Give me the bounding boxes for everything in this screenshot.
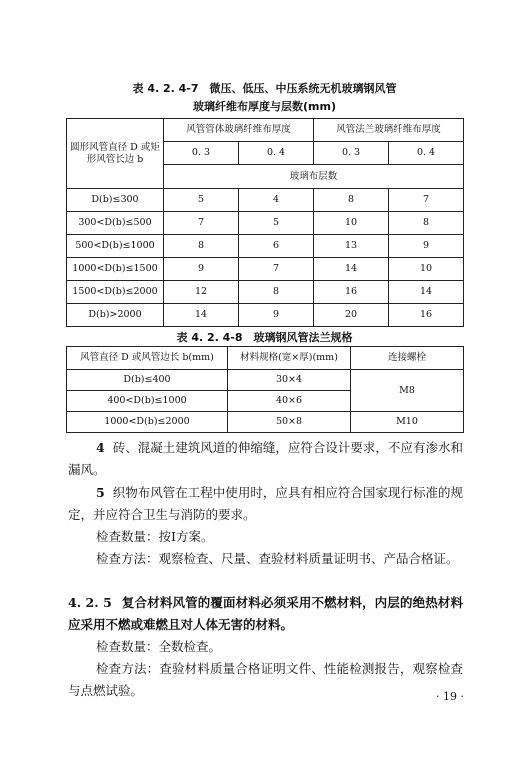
table1-value-cell: 16	[314, 281, 389, 304]
table-row	[67, 412, 464, 433]
table-row	[67, 189, 464, 212]
table1-value-cell: 8	[239, 281, 314, 304]
table1-value-cell: 16	[389, 304, 464, 327]
table1-range-cell: D(b)>2000	[67, 304, 164, 327]
table1-value-cell: 7	[239, 258, 314, 281]
table1-range-cell: 500<D(b)≤1000	[67, 235, 164, 258]
table-row	[67, 212, 464, 235]
paragraph-5	[68, 482, 463, 526]
table1-thickness: 0. 4	[239, 142, 314, 165]
table1-caption-line2: 玻璃纤维布厚度与层数(mm)	[193, 100, 336, 113]
paragraph-5-text: 织物布风管在工程中使用时，应具有相应符合国家现行标准的规定，并应符合卫生与消防的要求。	[68, 485, 463, 522]
table2-range-cell: D(b)≤400	[67, 370, 228, 391]
table-row	[67, 281, 464, 304]
table1-value-cell: 9	[239, 304, 314, 327]
table1-group-flange: 风管法兰玻璃纤维布厚度	[314, 119, 464, 142]
paragraph-5-number: 5	[96, 485, 105, 500]
table1-value-cell: 7	[164, 212, 239, 235]
table-row	[67, 370, 464, 391]
table1-value-cell: 10	[389, 258, 464, 281]
table1-value-cell: 9	[164, 258, 239, 281]
table2-bolt-m10: M10	[351, 412, 464, 433]
table2-spec-cell: 50×8	[228, 412, 351, 433]
table-row	[67, 258, 464, 281]
table1-value-cell: 13	[314, 235, 389, 258]
table2-spec-cell: 40×6	[228, 391, 351, 412]
table1-row-header: 圆形风管直径 D 或矩形风管长边 b	[67, 119, 164, 189]
table1-thickness: 0. 3	[314, 142, 389, 165]
table1-value-cell: 14	[164, 304, 239, 327]
flange-spec-table	[66, 346, 464, 433]
table1-value-cell: 8	[164, 235, 239, 258]
paragraph-4	[68, 437, 463, 481]
table1-group-body: 风管管体玻璃纤维布厚度	[164, 119, 314, 142]
table1-value-cell: 8	[389, 212, 464, 235]
table1-value-cell: 12	[164, 281, 239, 304]
table1-caption-line1: 表 4. 2. 4-7 微压、低压、中压系统无机玻璃钢风管	[132, 82, 397, 95]
table-row	[67, 304, 464, 327]
table2-header-cell: 材料规格(宽×厚)(mm)	[228, 347, 351, 370]
table1-range-cell: 1000<D(b)≤1500	[67, 258, 164, 281]
table2-header-cell: 风管直径 D 或风管边长 b(mm)	[67, 347, 228, 370]
table1-layers-label: 玻璃布层数	[164, 165, 464, 189]
table2-spec-cell: 30×4	[228, 370, 351, 391]
table1-value-cell: 14	[314, 258, 389, 281]
page-number: · 19 ·	[436, 690, 464, 703]
paragraph-5-check-method: 检查方法：观察检查、尺量、查验材料质量证明书、产品合格证。	[96, 551, 459, 566]
table1-value-cell: 4	[239, 189, 314, 212]
table1-value-cell: 9	[389, 235, 464, 258]
table1-value-cell: 5	[239, 212, 314, 235]
table2-range-cell: 400<D(b)≤1000	[67, 391, 228, 412]
table1-value-cell: 14	[389, 281, 464, 304]
section-4-2-5-number: 4. 2. 5	[68, 595, 112, 610]
paragraph-4-text: 砖、混凝土建筑风道的伸缩缝，应符合设计要求，不应有渗水和漏风。	[68, 440, 463, 477]
table1-value-cell: 7	[389, 189, 464, 212]
table1-value-cell: 5	[164, 189, 239, 212]
table2-bolt-m8: M8	[351, 370, 464, 412]
table2-range-cell: 1000<D(b)≤2000	[67, 412, 228, 433]
table1-range-cell: 1500<D(b)≤2000	[67, 281, 164, 304]
table2-caption: 表 4. 2. 4-8 玻璃钢风管法兰规格	[176, 331, 353, 344]
table-row	[67, 235, 464, 258]
table1-value-cell: 8	[314, 189, 389, 212]
table1-thickness: 0. 4	[389, 142, 464, 165]
table1-range-cell: D(b)≤300	[67, 189, 164, 212]
table1-range-cell: 300<D(b)≤500	[67, 212, 164, 235]
table1-value-cell: 10	[314, 212, 389, 235]
table1-value-cell: 6	[239, 235, 314, 258]
section-4-2-5-check-quantity: 检查数量：全数检查。	[96, 639, 222, 654]
section-4-2-5-text: 复合材料风管的覆面材料必须采用不燃材料，内层的绝热材料应采用不燃或难燃且对人体无害的材料。	[68, 595, 463, 632]
table1-value-cell: 20	[314, 304, 389, 327]
paragraph-4-number: 4	[96, 440, 105, 455]
fiberglass-thickness-table	[66, 118, 464, 327]
table2-header-cell: 连接螺栓	[351, 347, 464, 370]
table1-thickness: 0. 3	[164, 142, 239, 165]
section-4-2-5	[68, 592, 463, 636]
paragraph-5-check-quantity: 检查数量：按Ⅰ方案。	[96, 529, 214, 544]
section-4-2-5-check-method: 检查方法：查验材料质量合格证明文件、性能检测报告，观察检查与点燃试验。	[68, 661, 463, 698]
